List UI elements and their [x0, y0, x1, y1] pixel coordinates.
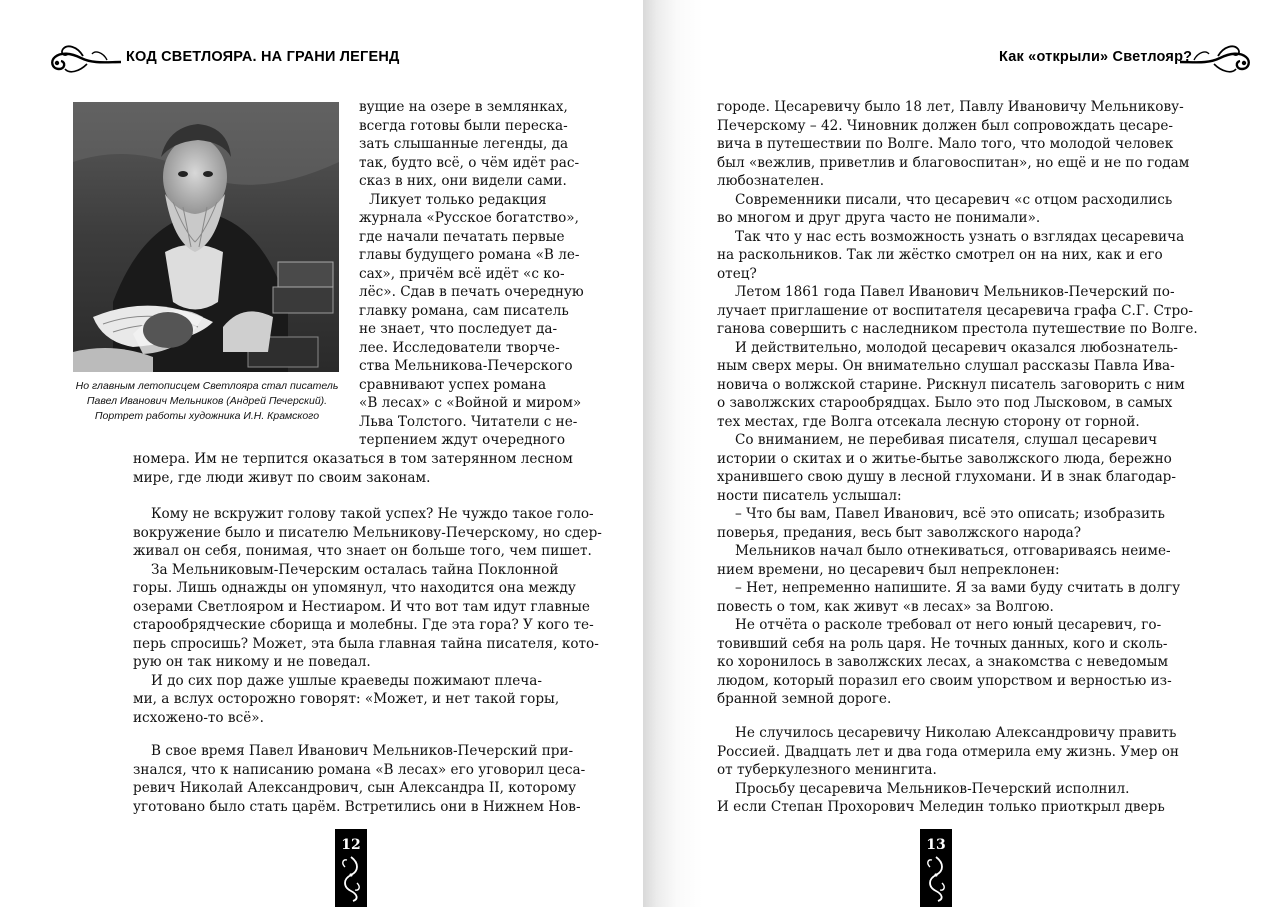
- text-line: новича о волжской старине. Рискнул писатель заговорить с ним: [717, 376, 1185, 393]
- text-line: В свое время Павел Иванович Мельников-Печерский при-: [151, 743, 574, 759]
- text-line: лучает приглашение от воспитателя цесаревича графа С.Г. Стро-: [717, 302, 1193, 319]
- text-line: бранной земной дороге.: [717, 691, 892, 707]
- left-page-number-badge: [335, 829, 367, 907]
- page-ornament-icon: [920, 853, 952, 903]
- text-line: терпением ждут очередного: [359, 432, 566, 448]
- text-line: так, будто всё, о чём идёт рас-: [359, 154, 580, 171]
- text-line: повесть о том, как живут «в лесах» за Волгою.: [717, 598, 1054, 615]
- left-text-column-wide-3: [133, 742, 586, 816]
- right-page-number-badge: [920, 829, 952, 907]
- text-line: главку романа, сам писатель: [359, 302, 569, 319]
- text-line: главы будущего романа «В ле-: [359, 247, 580, 263]
- page-number: 12: [341, 837, 361, 853]
- portrait-drawing: [73, 102, 339, 372]
- text-line: ко хоронилось в заволжских лесах, а знакомства с неведомым: [717, 654, 1169, 670]
- text-line: За Мельниковым-Печерским осталась тайна Поклонной: [151, 561, 559, 578]
- text-line: всегда готовы были переска-: [359, 117, 568, 134]
- caption-line: Портрет работы художника И.Н. Крамского: [94, 410, 320, 422]
- text-line: Так что у нас есть возможность узнать о взглядах цесаревича: [735, 228, 1185, 245]
- text-line: исхожено-то всё».: [133, 709, 264, 726]
- left-text-column-wide-1: [133, 450, 573, 487]
- text-line: И действительно, молодой цесаревич оказался любознатель-: [735, 339, 1178, 356]
- text-line: тех местах, где Волга отсекала лесную сторону от горной.: [717, 413, 1140, 430]
- text-line: – Нет, непременно напишите. Я за вами буду считать в долгу: [735, 580, 1181, 596]
- text-line: отец?: [717, 265, 757, 282]
- text-line: на раскольников. Так ли жёстко смотрел он на них, как и его: [717, 247, 1163, 263]
- portrait-image: [73, 102, 339, 372]
- text-line: зать слышанные легенды, да: [359, 136, 569, 152]
- right-text-column-1: [717, 98, 1198, 709]
- text-line: Ликует только редакция: [369, 191, 547, 208]
- right-header-ornament: [1178, 38, 1254, 78]
- text-line: сах», причём всё идёт «с ко-: [359, 265, 565, 282]
- text-line: о заволжских старообрядцах. Было это под Лысковом, в самых: [717, 395, 1173, 411]
- text-line: Не случилось цесаревичу Николаю Александровичу править: [735, 725, 1177, 741]
- left-running-header: КОД СВЕТЛОЯРА. НА ГРАНИ ЛЕГЕНД: [126, 49, 400, 65]
- caption-line: Но главным летописцем Светлояра стал писатель: [75, 380, 339, 392]
- text-line: был «вежлив, приветлив и благовоспитан», но ещё и не по годам: [717, 154, 1190, 171]
- text-line: горы. Лишь однажды он упомянул, что находится она между: [133, 580, 576, 596]
- text-line: вича в путешествии по Волге. Мало того, что молодой человек: [717, 136, 1174, 152]
- text-line: от туберкулезного менингита.: [717, 762, 937, 778]
- left-text-column-narrow: [359, 98, 584, 450]
- left-header-ornament: [47, 38, 123, 78]
- page-number: 13: [926, 837, 946, 853]
- text-line: Современники писали, что цесаревич «с отцом расходились: [735, 191, 1173, 208]
- text-line: городе. Цесаревичу было 18 лет, Павлу Ивановичу Мельникову-: [717, 99, 1184, 115]
- text-line: уготовано было стать царём. Встретились они в Нижнем Нов-: [133, 798, 581, 815]
- text-line: Не отчёта о расколе требовал от него юный цесаревич, го-: [735, 617, 1162, 633]
- text-line: – Что бы вам, Павел Иванович, всё это описать; изобразить: [735, 506, 1165, 522]
- text-line: Россией. Двадцать лет и два года отмерила ему жизнь. Умер он: [717, 743, 1179, 760]
- text-line: не знает, что последует да-: [359, 321, 558, 337]
- text-line: Просьбу цесаревича Мельников-Печерский исполнил.: [735, 780, 1130, 797]
- text-line: лее. Исследователи творче-: [359, 339, 560, 356]
- text-line: хранившего свою душу в лесной глухомани. И в знак благодар-: [717, 469, 1176, 485]
- text-line: знался, что к написанию романа «В лесах» его уговорил цеса-: [133, 761, 586, 778]
- text-line: ми, а вслух осторожно говорят: «Может, и нет такой горы,: [133, 691, 560, 707]
- text-line: рую он так никому и не поведал.: [133, 654, 371, 670]
- text-line: истории о скитах и о житье-бытье заволжского люда, бережно: [717, 450, 1172, 467]
- text-line: живал он себя, понимая, что знает он больше того, чем пишет.: [133, 543, 592, 559]
- text-line: ным сверх меры. Он внимательно слушал рассказы Павла Ива-: [717, 358, 1175, 374]
- text-line: лёс». Сдав в печать очередную: [359, 284, 584, 300]
- text-line: И если Степан Прохорович Меледин только приоткрыл дверь: [717, 799, 1165, 815]
- text-line: перь спросишь? Может, эта была главная тайна писателя, кото-: [133, 635, 599, 652]
- text-line: Летом 1861 года Павел Иванович Мельников-Печерский по-: [735, 284, 1175, 300]
- text-line: И до сих пор даже ушлые краеведы пожимают плеча-: [151, 672, 542, 689]
- text-line: Печерскому – 42. Чиновник должен был сопровождать цесаре-: [717, 117, 1174, 134]
- text-line: Мельников начал было отнекиваться, отговариваясь неиме-: [735, 543, 1171, 559]
- left-text-column-wide-2: [133, 505, 602, 727]
- text-line: вокружение было и писателю Мельникову-Печерскому, но сдер-: [133, 524, 602, 541]
- text-line: людом, который поразил его своим упорством и верностью из-: [717, 672, 1172, 689]
- text-line: журнала «Русское богатство»,: [359, 210, 579, 226]
- text-line: сказ в них, они видели сами.: [359, 173, 567, 189]
- text-line: Со вниманием, не перебивая писателя, слушал цесаревич: [735, 432, 1158, 448]
- text-line: поверья, предания, весь быт заволжского народа?: [717, 524, 1081, 541]
- text-line: сравнивают успех романа: [359, 376, 547, 393]
- text-line: где начали печатать первые: [359, 228, 565, 245]
- text-line: ства Мельникова-Печерского: [359, 358, 573, 374]
- text-line: Кому не вскружит голову такой успех? Не чуждо такое голо-: [151, 506, 594, 522]
- text-line: Льва Толстого. Читатели с не-: [359, 413, 578, 430]
- text-line: мире, где люди живут по своим законам.: [133, 469, 431, 486]
- text-line: озерами Светлояром и Нестиаром. И что вот там идут главные: [133, 598, 590, 615]
- text-line: любознателен.: [717, 173, 825, 189]
- right-text-column-2: [717, 724, 1179, 817]
- text-line: ности писатель услышал:: [717, 487, 902, 504]
- text-line: товивший себя на роль царя. Не точных данных, кого и сколь-: [717, 635, 1168, 652]
- text-line: во многом и друг друга часто не понимали».: [717, 210, 1041, 226]
- right-page: [643, 0, 1285, 907]
- right-running-header: Как «открыли» Светлояр?: [999, 49, 1193, 65]
- text-line: вущие на озере в землянках,: [359, 99, 568, 115]
- text-line: номера. Им не терпится оказаться в том затерянном лесном: [133, 451, 573, 467]
- text-line: «В лесах» с «Войной и миром»: [359, 395, 582, 411]
- text-line: ревич Николай Александрович, сын Александра II, которому: [133, 780, 577, 796]
- caption-line: Павел Иванович Мельников (Андрей Печерский).: [86, 395, 328, 407]
- text-line: старообрядческие сборища и молебны. Где эта гора? У кого те-: [133, 617, 594, 633]
- text-line: нием времени, но цесаревич был непреклонен:: [717, 561, 1060, 578]
- portrait-caption: [70, 379, 344, 424]
- page-ornament-icon: [335, 853, 367, 903]
- text-line: ганова совершить с наследником престола путешествие по Волге.: [717, 321, 1198, 337]
